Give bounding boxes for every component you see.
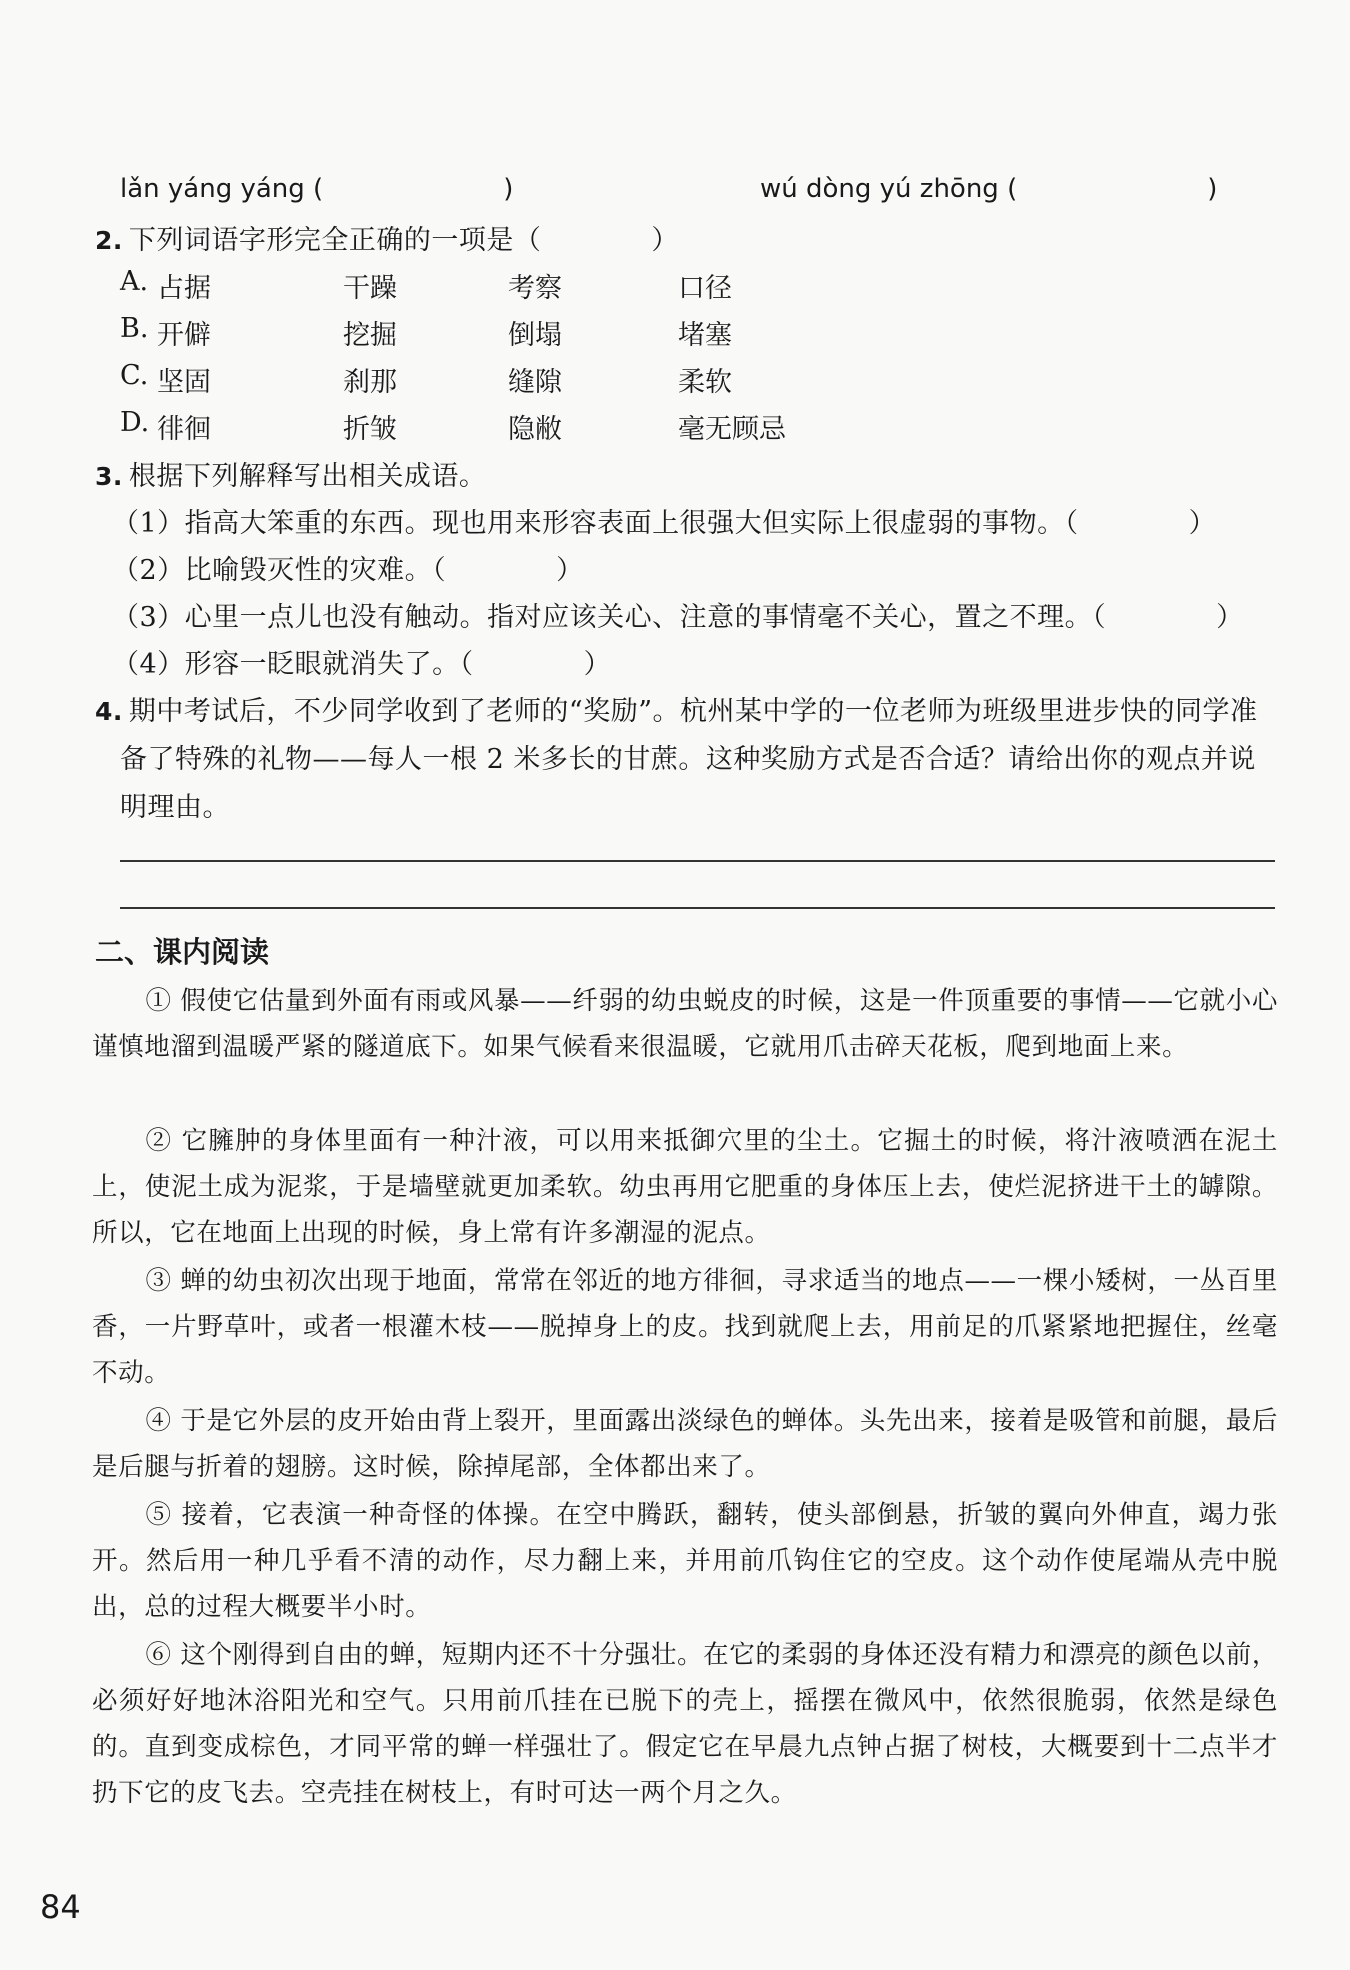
q3-item-3[interactable]: （3）心里一点儿也没有触动。指对应该关心、注意的事情毫不关心，置之不理。（ ） bbox=[112, 602, 1244, 633]
reading-paragraph-1: ① 假使它估量到外面有雨或风暴——纤弱的幼虫蜕皮的时候，这是一件顶重要的事情——它就小心谨慎地溜到温暖严紧的隧道底下。如果气候看来很温暖，它就用爪击碎天花板，爬到地面上来。 bbox=[92, 986, 1278, 1062]
option-word: 隐敝 bbox=[508, 414, 562, 445]
question-number: 2. bbox=[95, 226, 123, 255]
option-word: 折皱 bbox=[343, 414, 397, 445]
answer-line[interactable] bbox=[120, 860, 1275, 862]
pinyin-label: lǎn yáng yáng ( bbox=[120, 174, 324, 204]
option-word: 口径 bbox=[678, 273, 732, 304]
reading-paragraph-3: ③ 蝉的幼虫初次出现于地面，常常在邻近的地方徘徊，寻求适当的地点——一棵小矮树，一丛百里香，一片野草叶，或者一根灌木枝——脱掉身上的皮。找到就爬上去，用前足的爪紧紧地把握住，丝毫不动。 bbox=[92, 1266, 1278, 1388]
option-word: 开僻 bbox=[157, 320, 211, 351]
question-text-line-2: 备了特殊的礼物——每人一根 2 米多长的甘蔗。这种奖励方式是否合适？请给出你的观点并说 bbox=[120, 744, 1256, 775]
option-word: 倒塌 bbox=[508, 320, 562, 351]
option-word: 刹那 bbox=[343, 367, 397, 398]
question-number: 4. bbox=[95, 697, 123, 726]
reading-paragraph-5: ⑤ 接着，它表演一种奇怪的体操。在空中腾跃，翻转，使头部倒悬，折皱的翼向外伸直，竭力张开。然后用一种几乎看不清的动作，尽力翻上来，并用前爪钩住它的空皮。这个动作使尾端从壳中脱出，总的过程大概要半小时。 bbox=[92, 1500, 1278, 1622]
pinyin-blank-wu-dong-yu-zhong bbox=[760, 174, 1217, 204]
option-word: 挖掘 bbox=[343, 320, 397, 351]
question-text: 下列词语字形完全正确的一项是（ ） bbox=[128, 225, 679, 256]
option-word: 占据 bbox=[157, 273, 211, 304]
option-word: 堵塞 bbox=[678, 320, 732, 351]
pinyin-blank-lan-yang-yang bbox=[120, 174, 513, 204]
option-word: 干躁 bbox=[343, 273, 397, 304]
question-3 bbox=[95, 454, 486, 493]
reading-paragraph-2: ② 它臃肿的身体里面有一种汁液，可以用来抵御穴里的尘土。它掘土的时候，将汁液喷洒在泥土上，使泥土成为泥浆，于是墙壁就更加柔软。幼虫再用它肥重的身体压上去，使烂泥挤进干土的罅隙。所以，它在地面上出现的时候，身上常有许多潮湿的泥点。 bbox=[92, 1126, 1278, 1248]
answer-line[interactable] bbox=[120, 907, 1275, 909]
option-word: 考察 bbox=[508, 273, 562, 304]
q3-item-4[interactable]: （4）形容一眨眼就消失了。（ ） bbox=[112, 649, 612, 680]
paren-close: ) bbox=[1207, 174, 1218, 204]
option-letter: C. bbox=[120, 360, 149, 391]
q3-item-2[interactable]: （2）比喻毁灭性的灾难。（ ） bbox=[112, 555, 584, 586]
question-2 bbox=[95, 218, 679, 257]
q3-item-1[interactable]: （1）指高大笨重的东西。现也用来形容表面上很强大但实际上很虚弱的事物。（ ） bbox=[112, 508, 1217, 539]
question-text: 根据下列解释写出相关成语。 bbox=[128, 461, 487, 492]
question-4 bbox=[95, 689, 1258, 728]
option-word: 柔软 bbox=[678, 367, 732, 398]
page-number: 84 bbox=[40, 1888, 81, 1926]
pinyin-label: wú dòng yú zhōng ( bbox=[760, 174, 1018, 204]
option-word: 缝隙 bbox=[508, 367, 562, 398]
option-letter: B. bbox=[120, 313, 149, 344]
question-number: 3. bbox=[95, 462, 123, 491]
paren-close: ) bbox=[503, 174, 514, 204]
reading-paragraph-4: ④ 于是它外层的皮开始由背上裂开，里面露出淡绿色的蝉体。头先出来，接着是吸管和前腿，最后是后腿与折着的翅膀。这时候，除掉尾部，全体都出来了。 bbox=[92, 1406, 1278, 1482]
question-text-line-3: 明理由。 bbox=[120, 792, 230, 823]
question-text-line-1: 期中考试后，不少同学收到了老师的“奖励”。杭州某中学的一位老师为班级里进步快的同学准 bbox=[128, 696, 1258, 727]
reading-paragraph-6: ⑥ 这个刚得到自由的蝉，短期内还不十分强壮。在它的柔弱的身体还没有精力和漂亮的颜色以前，必须好好地沐浴阳光和空气。只用前爪挂在已脱下的壳上，摇摆在微风中，依然很脆弱，依然是绿色的。直到变成棕色，才同平常的蝉一样强壮了。假定它在早晨九点钟占据了树枝，大概要到十二点半才扔下它的皮飞去。空壳挂在树枝上，有时可达一两个月之久。 bbox=[92, 1640, 1278, 1808]
option-letter: D. bbox=[120, 407, 150, 438]
option-word: 徘徊 bbox=[157, 414, 211, 445]
option-word: 坚固 bbox=[157, 367, 211, 398]
section-heading: 二、课内阅读 bbox=[95, 935, 270, 969]
option-word: 毫无顾忌 bbox=[678, 414, 786, 445]
option-letter: A. bbox=[120, 266, 149, 297]
